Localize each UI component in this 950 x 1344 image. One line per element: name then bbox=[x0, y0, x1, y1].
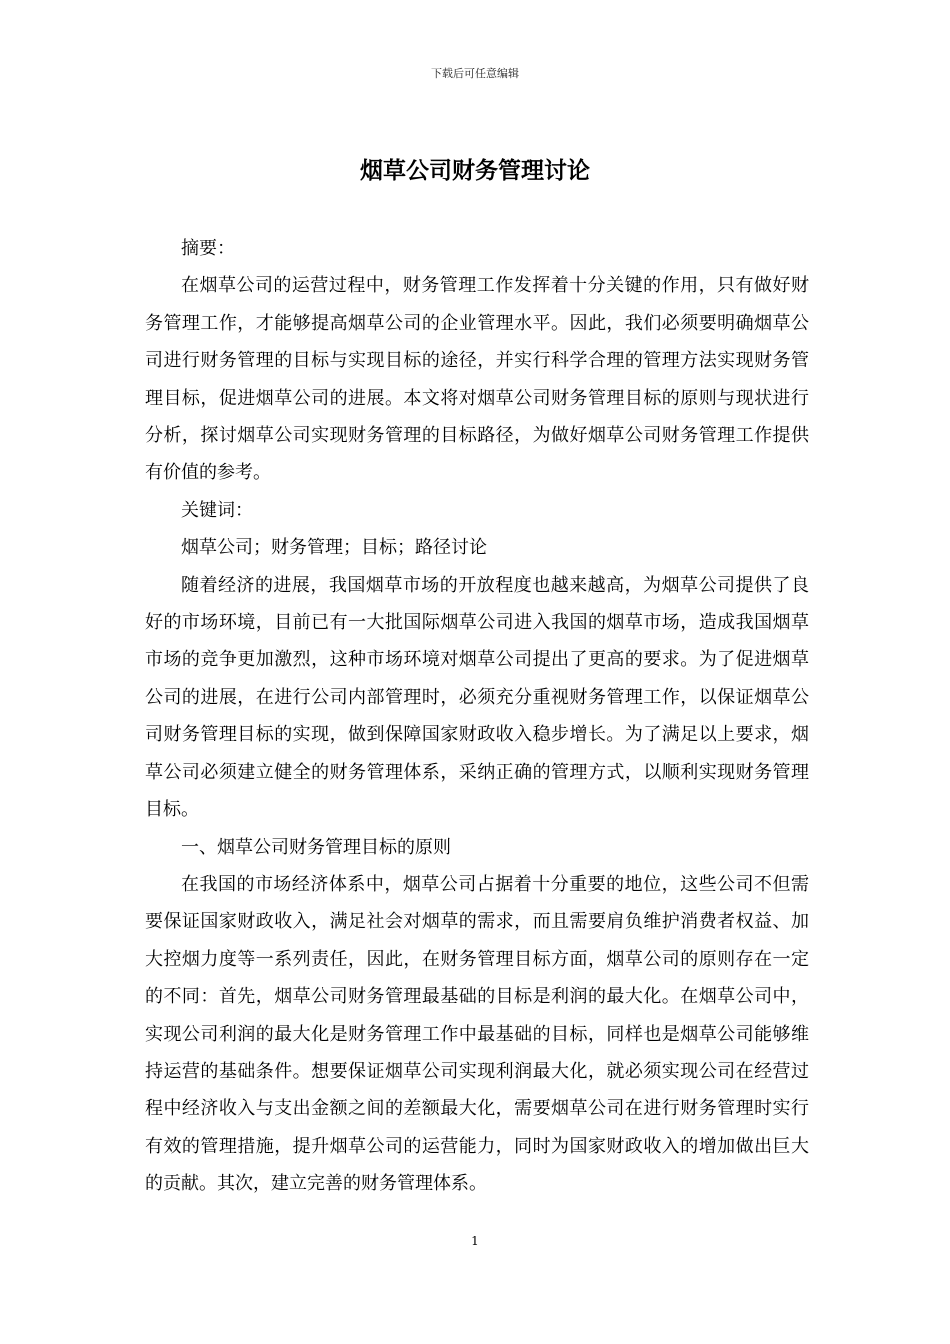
abstract-heading: 摘要： bbox=[181, 238, 235, 259]
abstract-paragraph: 在烟草公司的运营过程中，财务管理工作发挥着十分关键的作用，只有做好财务管理工作，才能够提高烟草公司的企业管理水平。因此，我们必须要明确烟草公司进行财务管理的目标与实现目标的途径，并实行科学合理的管理方法实现财务管理目标，促进烟草公司的进展。本文将对烟草公司财务管理目标的原则与现状进行分析，探讨烟草公司实现财务管理的目标路径，为做好烟草公司财务管理工作提供有价值的参考。 bbox=[145, 275, 809, 484]
document-body bbox=[145, 230, 809, 1203]
document-title: 烟草公司财务管理讨论 bbox=[360, 157, 590, 184]
page-header: 下载后可任意编辑 bbox=[431, 67, 519, 80]
section-heading-1: 一、烟草公司财务管理目标的原则 bbox=[181, 836, 451, 858]
keywords-list: 烟草公司；财务管理；目标；路径讨论 bbox=[181, 537, 487, 559]
intro-paragraph: 随着经济的进展，我国烟草市场的开放程度也越来越高，为烟草公司提供了良好的市场环境，目前已有一大批国际烟草公司进入我国的烟草市场，造成我国烟草市场的竞争更加激烈，这种市场环境对烟草公司提出了更高的要求。为了促进烟草公司的进展，在进行公司内部管理时，必须充分重视财务管理工作，以保证烟草公司财务管理目标的实现，做到保障国家财政收入稳步增长。为了满足以上要求，烟草公司必须建立健全的财务管理体系，采纳正确的管理方式，以顺利实现财务管理目标。 bbox=[145, 574, 809, 821]
page-number: 1 bbox=[471, 1234, 479, 1248]
keywords-heading: 关键词： bbox=[181, 499, 253, 521]
section-1-paragraph: 在我国的市场经济体系中，烟草公司占据着十分重要的地位，这些公司不但需要保证国家财政收入，满足社会对烟草的需求，而且需要肩负维护消费者权益、加大控烟力度等一系列责任，因此，在财务管理目标方面，烟草公司的原则存在一定的不同：首先，烟草公司财务管理最基础的目标是利润的最大化。在烟草公司中，实现公司利润的最大化是财务管理工作中最基础的目标，同样也是烟草公司能够维持运营的基础条件。想要保证烟草公司实现利润最大化，就必须实现公司在经营过程中经济收入与支出金额之间的差额最大化，需要烟草公司在进行财务管理时实行有效的管理措施，提升烟草公司的运营能力，同时为国家财政收入的增加做出巨大的贡献。其次，建立完善的财务管理体系。 bbox=[145, 873, 809, 1195]
